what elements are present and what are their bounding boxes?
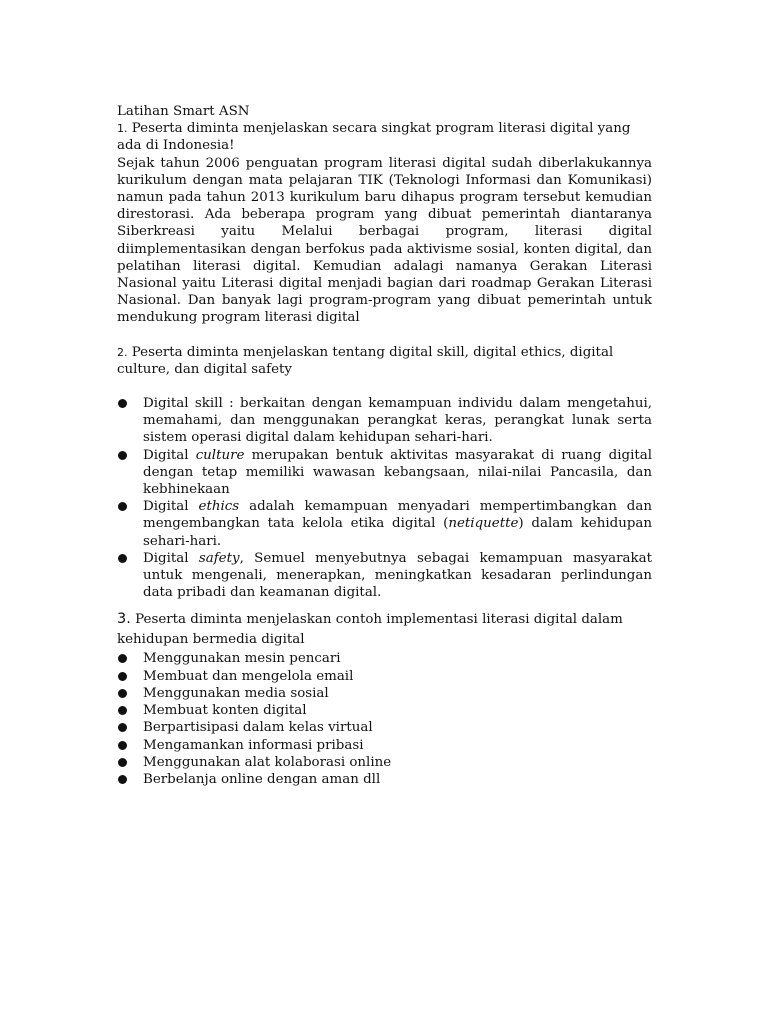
bullet-icon (118, 502, 127, 511)
answer-3-list (117, 650, 652, 788)
list-item-text: Menggunakan alat kolaborasi online (143, 754, 392, 770)
list-item-digital-culture (117, 447, 652, 499)
question-1-number: 1. (117, 122, 128, 136)
answer-1-paragraph: Sejak tahun 2006 penguatan program literasi digital sudah diberlakukannya kurikulum dengan mata pelajaran TIK (Teknologi Informasi dan Komunikasi) namun pada tahun 2013 kurikulum baru dihapus program tersebut kemudian direstorasi. Ada beberapa program yang dibuat pemerintah diantaranya Siberkreasi yaitu Melalui berbagai program, literasi digital diimplementasikan dengan berfokus pada aktivisme sosial, konten digital, dan pelatihan literasi digital. Kemudian adalagi namanya Gerakan Literasi Nasional yaitu Literasi digital menjadi bagian dari roadmap Gerakan Literasi Nasional. Dan banyak lagi program-program yang dibuat pemerintah untuk mendukung program literasi digital (117, 155, 652, 326)
item-tail: ) dalam kehidupan sehari-hari. (143, 516, 652, 549)
question-1 (117, 120, 652, 154)
list-item (117, 754, 652, 771)
bullet-icon (118, 672, 127, 681)
question-2-number: 2. (117, 345, 128, 359)
item-lead-italic: safety (198, 550, 240, 566)
bullet-icon (118, 654, 127, 663)
list-item (117, 737, 652, 754)
item-text: , Semuel menyebutnya sebagai kemampuan masyarakat untuk mengenali, menerapkan, meningkatkan kesadaran perlindungan data pribadi dan keamanan digital. (143, 550, 653, 601)
item-lead: Digital (143, 447, 196, 463)
list-item-text: Berbelanja online dengan aman dll (143, 771, 381, 787)
list-item-text: Membuat konten digital (143, 703, 307, 719)
spacer (117, 327, 652, 344)
spacer (117, 378, 652, 395)
list-item-text: Menggunakan media sosial (143, 685, 329, 701)
list-item (117, 771, 652, 788)
spacer (117, 601, 652, 609)
bullet-icon (118, 741, 127, 750)
list-item-digital-ethics (117, 498, 652, 550)
list-item-digital-skill (117, 395, 652, 447)
bullet-icon (118, 775, 127, 784)
item-lead: Digital skill (143, 396, 223, 412)
list-item (117, 668, 652, 685)
list-item (117, 685, 652, 702)
item-lead: Digital (143, 499, 199, 515)
list-item-text: Berpartisipasi dalam kelas virtual (143, 720, 373, 736)
document-page (117, 103, 652, 788)
bullet-icon (118, 399, 127, 408)
list-item-text: Menggunakan mesin pencari (143, 651, 341, 667)
question-3-text: Peserta diminta menjelaskan contoh implementasi literasi digital dalam kehidupan bermedia digital (117, 612, 623, 648)
question-3 (117, 609, 652, 650)
list-item (117, 650, 652, 667)
question-1-text: Peserta diminta menjelaskan secara singkat program literasi digital yang ada di Indonesia! (117, 121, 631, 154)
list-item (117, 719, 652, 736)
question-2 (117, 344, 652, 378)
bullet-icon (118, 758, 127, 767)
item-lead: Digital (143, 550, 199, 566)
question-2-text: Peserta diminta menjelaskan tentang digital skill, digital ethics, digital culture, dan digital safety (117, 344, 614, 377)
item-text: merupakan bentuk aktivitas masyarakat di ruang digital dengan tetap memiliki wawasan kebangsaan, nilai-nilai Pancasila, dan kebhinekaan (143, 447, 652, 498)
bullet-icon (118, 554, 127, 563)
answer-2-list (117, 395, 652, 601)
document-title: Latihan Smart ASN (117, 104, 250, 119)
list-item-digital-safety (117, 550, 652, 602)
question-3-number: 3. (117, 611, 131, 628)
item-inner-italic: netiquette (448, 516, 519, 532)
bullet-icon (118, 451, 127, 460)
bullet-icon (118, 706, 127, 715)
bullet-icon (118, 723, 127, 732)
bullet-icon (118, 689, 127, 698)
item-text: adalah kemampuan menyadari mempertimbangkan dan mengembangkan tata kelola etika digital ( (143, 499, 652, 532)
list-item (117, 702, 652, 719)
list-item-text: Membuat dan mengelola email (143, 668, 354, 684)
item-text: : berkaitan dengan kemampuan individu dalam mengetahui, memahami, dan menggunakan perangkat keras, perangkat lunak serta sistem operasi digital dalam kehidupan sehari-hari. (143, 396, 652, 446)
item-lead-italic: culture (195, 447, 245, 463)
item-lead-italic: ethics (198, 499, 240, 515)
list-item-text: Mengamankan informasi pribasi (143, 737, 364, 753)
